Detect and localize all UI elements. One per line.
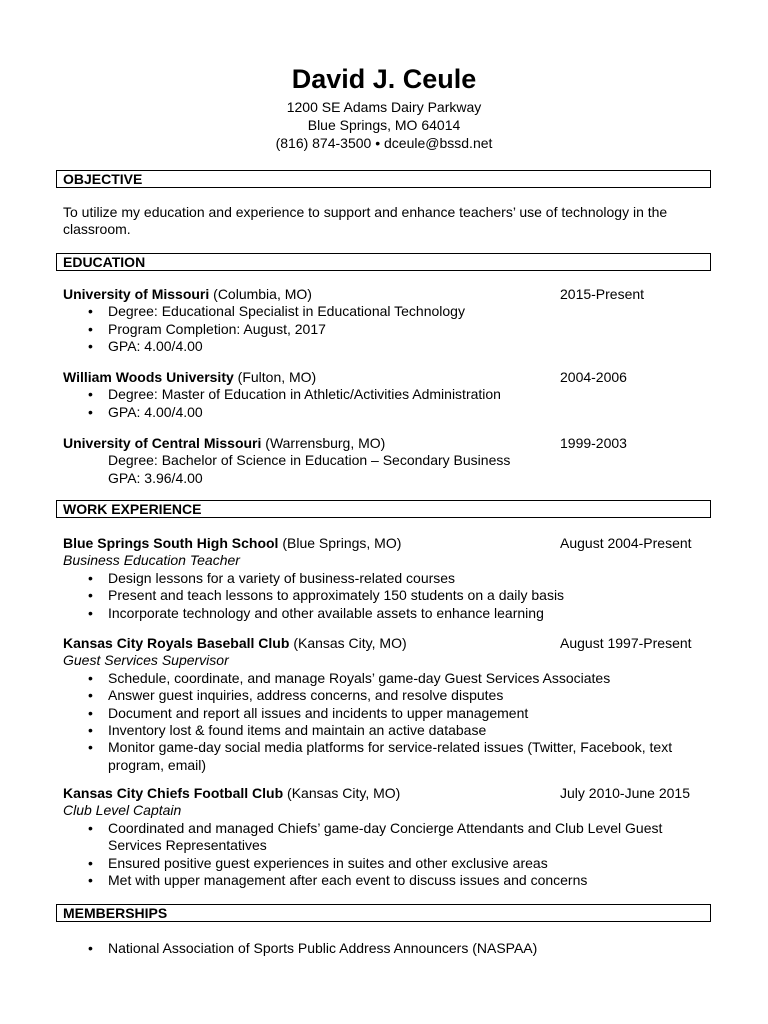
- bullet-icon: •: [88, 940, 93, 956]
- bullet-icon: •: [88, 604, 93, 621]
- list-item: • Met with upper management after each event to discuss issues and concerns: [88, 872, 588, 889]
- list-item: • Monitor game-day social media platforms for service-related issues (Twitter, Facebook, text: [88, 739, 673, 756]
- list-item-continuation: program, email): [108, 756, 207, 773]
- education-heading: EDUCATION: [56, 253, 711, 271]
- candidate-name: David J. Ceule: [291, 64, 477, 94]
- degree-line: Degree: Bachelor of Science in Education – Secondary Business: [108, 452, 511, 469]
- list-item-continuation: Services Representatives: [108, 837, 267, 854]
- list-item: • Incorporate technology and other available assets to enhance learning: [88, 604, 544, 621]
- employer-name: Kansas City Chiefs Football Club: [63, 785, 284, 801]
- bullet-icon: •: [88, 854, 93, 871]
- education-entry-header: [63, 369, 703, 386]
- work-entry-header: [63, 535, 703, 552]
- education-dates: 2004-2006: [560, 369, 627, 385]
- bullet-icon: •: [88, 722, 93, 739]
- education-entry: [63, 369, 703, 421]
- bullet-icon: •: [88, 338, 93, 355]
- bullet-icon: •: [88, 872, 93, 889]
- job-title: Club Level Captain: [63, 802, 182, 819]
- list-item: • Present and teach lessons to approximately 150 students on a daily basis: [88, 587, 565, 604]
- objective-text: To utilize my education and experience to support and enhance teachers’ use of technology in the classroom.: [63, 204, 668, 238]
- work-dates: August 1997-Present: [560, 635, 692, 651]
- employer-location: (Kansas City, MO): [293, 635, 407, 651]
- bullet-icon: •: [88, 704, 93, 721]
- bullet-icon: •: [88, 739, 93, 756]
- education-entry: [63, 286, 703, 356]
- education-details: [63, 303, 703, 355]
- address-line-2: Blue Springs, MO 64014: [307, 117, 461, 133]
- bullet-icon: •: [88, 587, 93, 604]
- job-duties: [63, 570, 703, 622]
- memberships-list: [63, 940, 703, 957]
- job-duties: [63, 820, 703, 890]
- school-name: William Woods University: [63, 369, 234, 385]
- school-name: University of Missouri: [63, 286, 210, 302]
- work-dates: July 2010-June 2015: [560, 785, 690, 801]
- list-item: • Schedule, coordinate, and manage Royals’ game-day Guest Services Associates: [88, 669, 611, 686]
- address-line-1: 1200 SE Adams Dairy Parkway: [286, 99, 482, 115]
- job-title: Guest Services Supervisor: [63, 652, 229, 669]
- memberships-heading: MEMBERSHIPS: [56, 904, 711, 922]
- work-entry: [63, 535, 703, 622]
- bullet-icon: •: [88, 303, 93, 320]
- bullet-icon: •: [88, 819, 93, 836]
- education-details: [63, 386, 703, 421]
- education-dates: 1999-2003: [560, 435, 627, 451]
- list-item: • Degree: Educational Specialist in Educational Technology: [88, 303, 465, 320]
- bullet-icon: •: [88, 386, 93, 403]
- employer-location: (Blue Springs, MO): [282, 535, 402, 551]
- work-dates: August 2004-Present: [560, 535, 692, 551]
- list-item: • Inventory lost & found items and maintain an active database: [88, 722, 487, 739]
- education-entry-header: [63, 435, 703, 452]
- bullet-icon: •: [88, 569, 93, 586]
- list-item: • Document and report all issues and incidents to upper management: [88, 704, 529, 721]
- school-location: (Columbia, MO): [213, 286, 312, 302]
- separator-dot: •: [375, 135, 381, 151]
- work-entry-header: [63, 785, 703, 802]
- employer-name: Kansas City Royals Baseball Club: [63, 635, 290, 651]
- bullet-icon: •: [88, 687, 93, 704]
- phone-number: (816) 874-3500: [275, 135, 372, 151]
- resume-header: [0, 62, 768, 152]
- email-address: dceule@bssd.net: [384, 135, 493, 151]
- work-experience-heading: WORK EXPERIENCE: [56, 500, 711, 518]
- education-entry: [63, 435, 703, 487]
- education-dates: 2015-Present: [560, 286, 645, 302]
- work-entry: [63, 635, 703, 774]
- list-item: • GPA: 4.00/4.00: [88, 338, 203, 355]
- education-entry-header: [63, 286, 703, 303]
- gpa-line: GPA: 3.96/4.00: [108, 469, 203, 486]
- school-location: (Fulton, MO): [237, 369, 317, 385]
- objective-heading: OBJECTIVE: [56, 170, 711, 188]
- list-item: • Design lessons for a variety of business-related courses: [88, 569, 456, 586]
- job-title: Business Education Teacher: [63, 552, 240, 569]
- school-name: University of Central Missouri: [63, 435, 262, 451]
- list-item: • Ensured positive guest experiences in suites and other exclusive areas: [88, 854, 548, 871]
- list-item: • National Association of Sports Public Address Announcers (NASPAA): [88, 940, 538, 956]
- work-entry-header: [63, 635, 703, 652]
- list-item: • Coordinated and managed Chiefs’ game-day Concierge Attendants and Club Level Guest: [88, 819, 663, 836]
- contact-line: [0, 134, 768, 152]
- employer-name: Blue Springs South High School: [63, 535, 279, 551]
- bullet-icon: •: [88, 669, 93, 686]
- list-item: • Degree: Master of Education in Athletic/Activities Administration: [88, 386, 501, 403]
- job-duties: [63, 670, 703, 774]
- list-item: • GPA: 4.00/4.00: [88, 403, 203, 420]
- school-location: (Warrensburg, MO): [265, 435, 386, 451]
- work-entry: [63, 785, 703, 889]
- list-item: • Answer guest inquiries, address concerns, and resolve disputes: [88, 687, 504, 704]
- employer-location: (Kansas City, MO): [287, 785, 401, 801]
- bullet-icon: •: [88, 320, 93, 337]
- bullet-icon: •: [88, 403, 93, 420]
- list-item: • Program Completion: August, 2017: [88, 320, 326, 337]
